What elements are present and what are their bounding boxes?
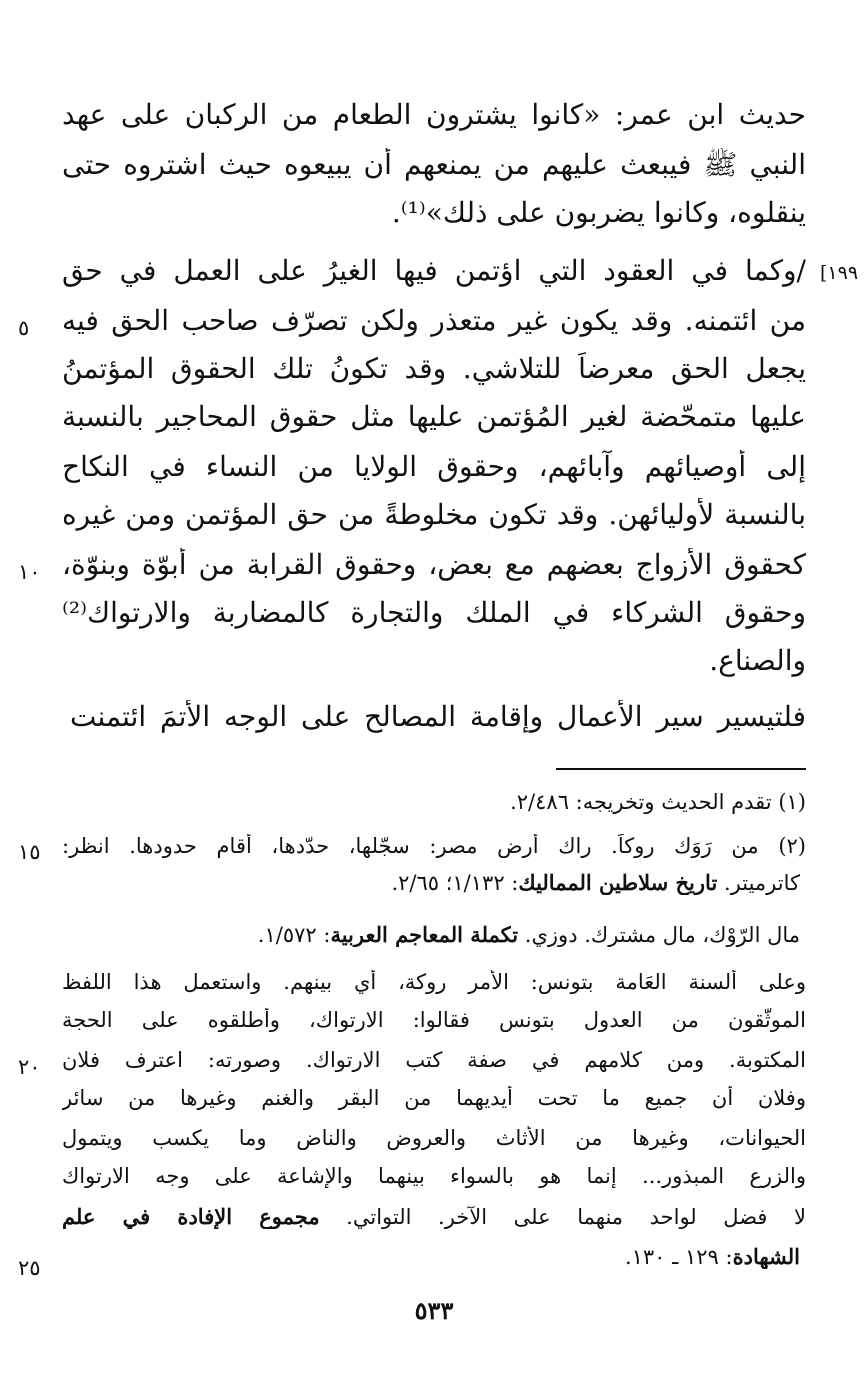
- margin-line-number-20: ٢٠: [18, 1055, 41, 1079]
- footnote-2-line-10: [62, 1204, 806, 1229]
- margin-line-number-10: ١٠: [18, 560, 41, 584]
- main-line-7: عليها متمحّضة لغير المُؤتمنِ عليها مثل حقوق المحاجير بالنسبة: [62, 400, 806, 433]
- footnote-2-line-3-text: مال الرّوْك، مال مشترك. دوزي.: [524, 923, 800, 947]
- footnote-2-line-8: الحيوانات، وغيرها من الأثاث والعروض والناض وما يكسب ويتمول: [62, 1126, 806, 1150]
- main-line-5: من ائتمنه. وقد يكون غير متعذر ولكن تصرّف صاحب الحق فيه: [62, 304, 806, 337]
- main-line-1: حديث ابن عمر: «كانوا يشترون الطعام من الركبان على عهد: [62, 98, 806, 131]
- main-line-10: كحقوق الأزواج بعضهم مع بعض، وحقوق القرابة من أبوّة وبنوّة،: [62, 548, 806, 581]
- footnote-2-line-2-text: كاترميتر.: [723, 871, 800, 895]
- ref-title-mamalik: تاريخ سلاطين المماليك: [518, 870, 718, 895]
- main-line-12: والصناع.: [709, 644, 806, 677]
- footnote-2-line-11: [56, 1244, 800, 1269]
- margin-line-number-15: ١٥: [18, 840, 41, 864]
- ref-title-takmila: تكملة المعاجم العربية: [330, 922, 519, 947]
- main-line-9: بالنسبة لأوليائهن. وقد تكون مخلوطةً من حق المؤتمن ومن غيره: [62, 498, 806, 531]
- ref-end-dot: .: [624, 1245, 632, 1269]
- ref-pages-mamalik: : ١/١٣٢؛ ٢/٦٥.: [391, 871, 519, 895]
- footnote-2-line-10-text: لا فضل لواحد منهما على الآخر. التواتي.: [346, 1205, 806, 1229]
- main-line-6: يجعل الحق معرضاً للتلاشي. وقد تكونُ تلك الحقوق المؤتمنُ: [62, 352, 806, 385]
- ref-title-majmu-cont: الشهادة: [732, 1244, 800, 1269]
- footnotes: [62, 0, 806, 1290]
- footnote-2-line-7: وفلان أن جميع ما تحت أيديهما من البقر والغنم وغيرها من سائر: [62, 1086, 806, 1110]
- footnote-2-line-5: الموثّقون من العدول بتونس فقالوا: الارتواك، وأطلقوه على الحجة: [62, 1008, 806, 1032]
- page-number: ٥٣٣: [414, 1296, 454, 1325]
- folio-marker: [١٩٩: [820, 262, 859, 284]
- footnote-2-line-2: [56, 870, 800, 895]
- main-line-8: إلى أوصيائهم وآبائهم، وحقوق الولايا من النساء في النكاح: [62, 450, 806, 483]
- footnote-2-line-6: المكتوبة. ومن كلامهم في صفة كتب الارتواك. وصورته: اعترف فلان: [62, 1048, 806, 1072]
- main-line-3: ينقلوه، وكانوا يضربون على ذلك»⁽¹⁾.: [391, 196, 806, 229]
- footnote-2-line-9: والزرع المبذور... إنما هو بالسواء بينهما والإشاعة على وجه الارتواك: [62, 1164, 806, 1188]
- margin-line-number-25: ٢٥: [18, 1256, 41, 1280]
- ref-pages-majmu: : ١٢٩ ـ ١٣٠: [631, 1245, 733, 1269]
- main-line-2: النبي ﷺ فيبعث عليهم من يمنعهم أن يبيعوه حيث اشتروه حتى: [62, 148, 806, 181]
- margin-line-number-5: ٥: [18, 316, 30, 340]
- main-line-13: فلتيسير سير الأعمال وإقامة المصالح على الوجه الأتمَ ائتمنت: [70, 700, 806, 733]
- main-line-4: /وكما في العقود التي اؤتمن فيها الغيرُ على العمل في حق: [62, 254, 806, 287]
- footnote-2-line-1: (٢) من رَوَك روكاً. راك أرض مصر: سجّلها، حدّدها، أقام حدودها. انظر:: [62, 834, 806, 858]
- footnote-1: (١) تقدم الحديث وتخريجه: ٢/٤٨٦.: [510, 790, 806, 814]
- main-line-11: وحقوق الشركاء في الملك والتجارة كالمضاربة والارتواك⁽²⁾: [62, 596, 806, 629]
- ref-pages-takmila: : ١/٥٧٢.: [257, 923, 331, 947]
- footnote-2-line-3: [56, 922, 800, 947]
- footnote-2-line-4: وعلى ألسنة العَامة بتونس: الأمر روكة، أي بينهم. واستعمل هذا اللفظ: [62, 970, 806, 994]
- ref-title-majmu: مجموع الإفادة في علم: [62, 1204, 320, 1229]
